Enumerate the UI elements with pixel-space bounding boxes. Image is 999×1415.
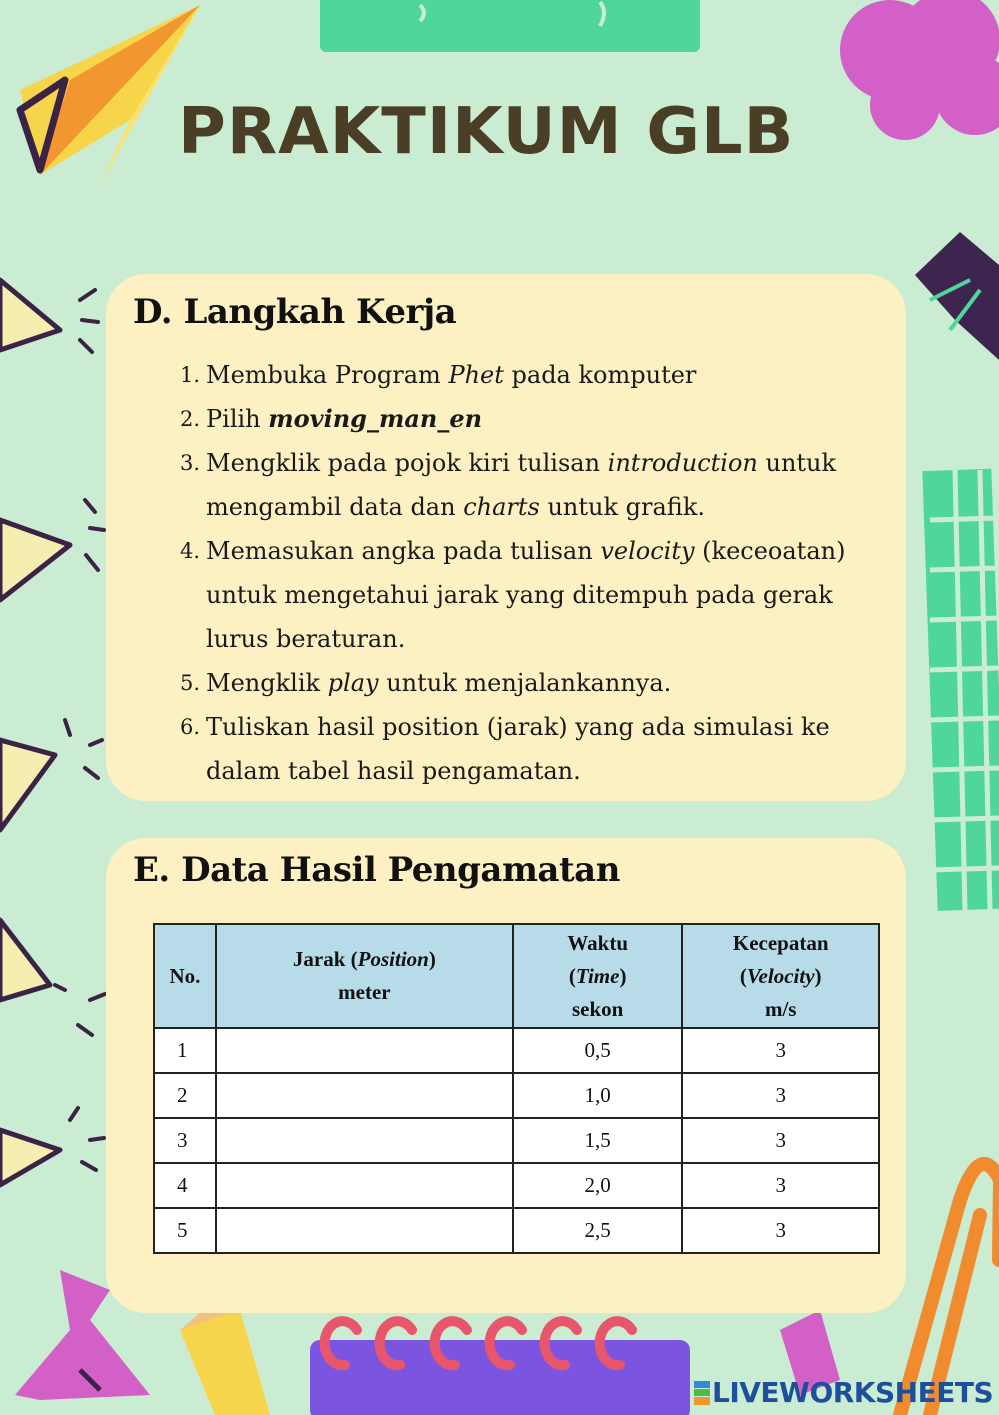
steps-heading: D. Langkah Kerja bbox=[133, 292, 457, 332]
observation-heading: E. Data Hasil Pengamatan bbox=[133, 850, 620, 890]
jarak-input-cell[interactable] bbox=[216, 1118, 513, 1163]
list-item: 1. Membuka Program Phet pada komputer bbox=[180, 361, 697, 389]
table-row bbox=[154, 1073, 879, 1118]
table-row bbox=[154, 1028, 879, 1073]
grid-decoration bbox=[922, 469, 999, 911]
table-row bbox=[154, 1208, 879, 1253]
header-no: No. bbox=[154, 924, 216, 1028]
page-title: PRAKTIKUM GLB bbox=[178, 95, 795, 169]
pencil-decoration bbox=[180, 1300, 270, 1415]
liveworksheets-badge-icon bbox=[694, 1381, 710, 1405]
list-item: 2. Pilih moving_man_en bbox=[180, 404, 483, 433]
steps-list bbox=[180, 353, 900, 793]
cell-kecepatan: 3 bbox=[682, 1028, 879, 1073]
cell-no: 4 bbox=[154, 1163, 216, 1208]
cell-no: 3 bbox=[154, 1118, 216, 1163]
spark-lines-decoration bbox=[55, 290, 105, 1170]
table-header-row bbox=[154, 924, 879, 1028]
washi-tape-decoration bbox=[320, 0, 700, 52]
list-item: 5. Mengklik play untuk menjalankannya. bbox=[180, 669, 672, 697]
cell-no: 2 bbox=[154, 1073, 216, 1118]
cell-kecepatan: 3 bbox=[682, 1073, 879, 1118]
cell-kecepatan: 3 bbox=[682, 1118, 879, 1163]
cell-kecepatan: 3 bbox=[682, 1163, 879, 1208]
cell-waktu: 2,0 bbox=[513, 1163, 683, 1208]
header-kecepatan: Kecepatan (Velocity) m/s bbox=[682, 924, 879, 1028]
header-jarak: Jarak (Position) meter bbox=[216, 924, 513, 1028]
cell-no: 1 bbox=[154, 1028, 216, 1073]
header-waktu: Waktu (Time) sekon bbox=[513, 924, 683, 1028]
notebook-decoration bbox=[310, 1321, 690, 1415]
cloud-decoration bbox=[840, 0, 999, 140]
cell-waktu: 1,5 bbox=[513, 1118, 683, 1163]
cell-waktu: 1,0 bbox=[513, 1073, 683, 1118]
jarak-input-cell[interactable] bbox=[216, 1073, 513, 1118]
jarak-input-cell[interactable] bbox=[216, 1028, 513, 1073]
list-item: 4. Memasukan angka pada tulisan velocity (keceoatan) untuk mengetahui jarak yang ditempuh pada gerak lurus beraturan. bbox=[180, 537, 846, 653]
cursor-arrow-icon bbox=[0, 280, 70, 1185]
paper-plane-icon bbox=[20, 5, 200, 185]
jarak-input-cell[interactable] bbox=[216, 1208, 513, 1253]
observation-table bbox=[153, 923, 880, 1254]
cell-no: 5 bbox=[154, 1208, 216, 1253]
table-row bbox=[154, 1118, 879, 1163]
list-item: 3. Mengklik pada pojok kiri tulisan introduction untuk mengambil data dan charts untuk grafik. bbox=[180, 449, 837, 521]
cell-waktu: 2,5 bbox=[513, 1208, 683, 1253]
cell-kecepatan: 3 bbox=[682, 1208, 879, 1253]
table-row bbox=[154, 1163, 879, 1208]
liveworksheets-text: LIVEWORKSHEETS bbox=[712, 1376, 994, 1409]
jarak-input-cell[interactable] bbox=[216, 1163, 513, 1208]
liveworksheets-logo bbox=[694, 1376, 993, 1409]
cell-waktu: 0,5 bbox=[513, 1028, 683, 1073]
tag-decoration bbox=[915, 232, 999, 360]
list-item: 6. Tuliskan hasil position (jarak) yang ada simulasi ke dalam tabel hasil pengamatan. bbox=[180, 713, 830, 785]
